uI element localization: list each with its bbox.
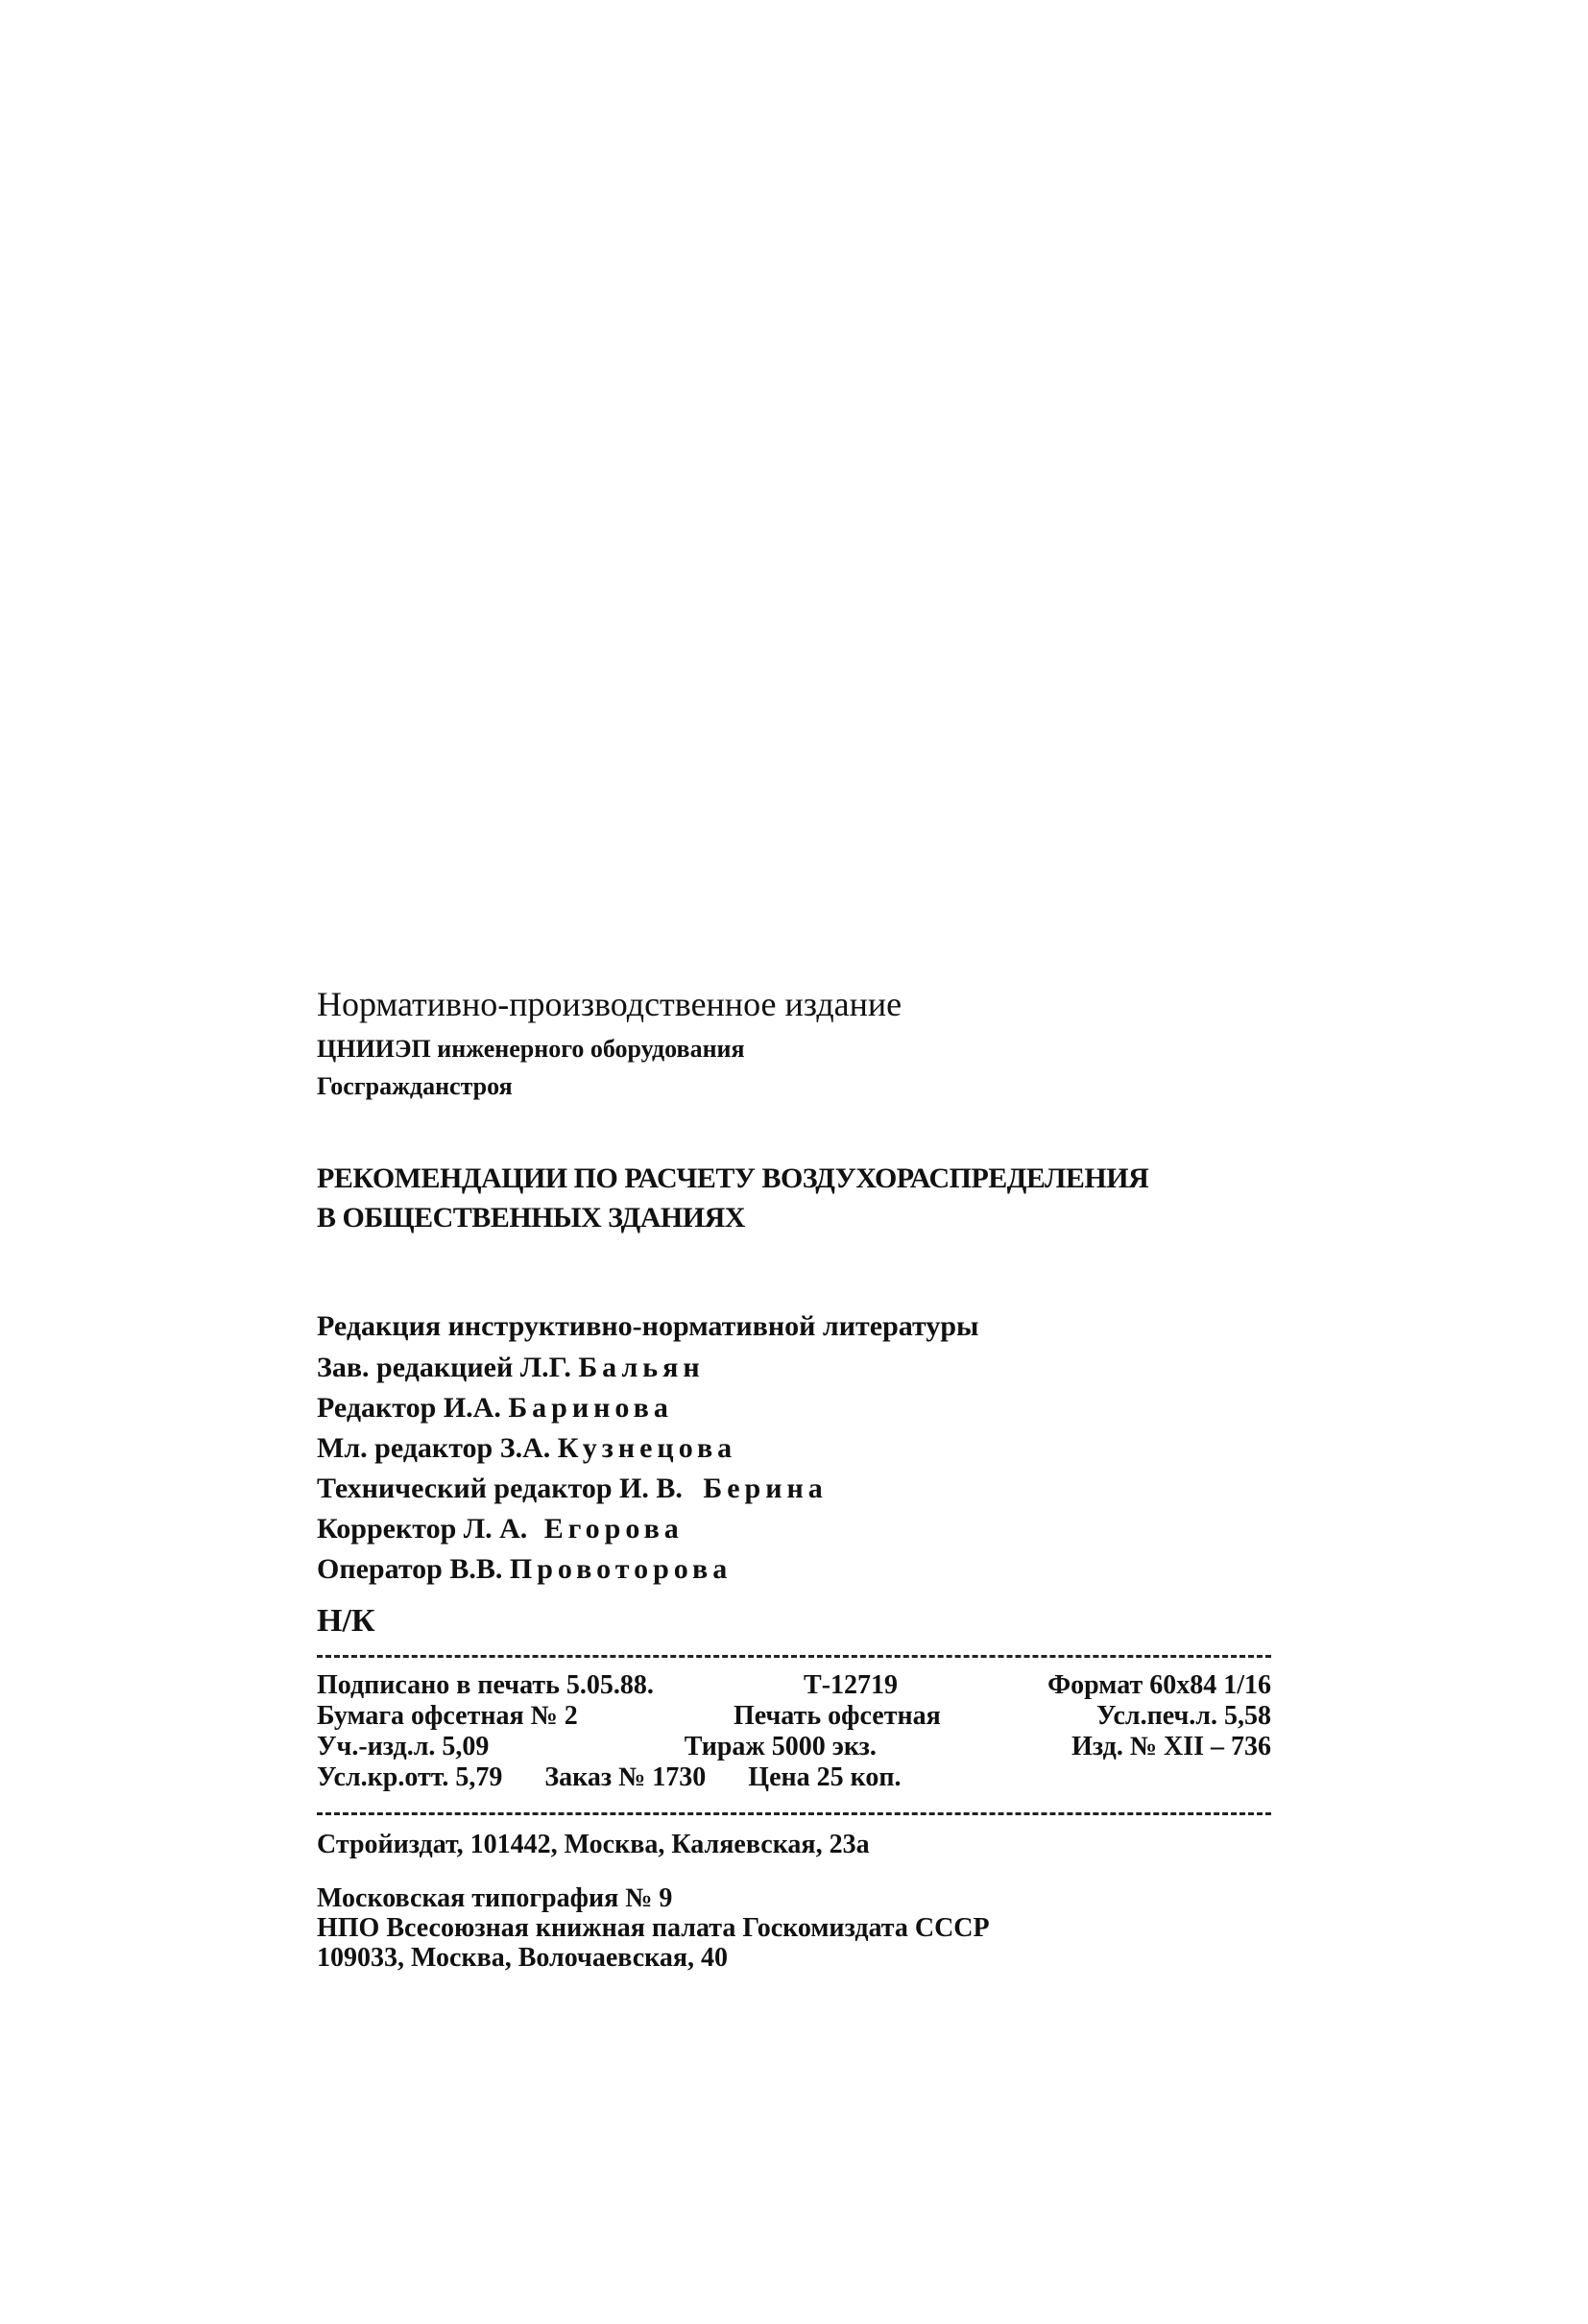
printer-name: Московская типография № 9: [317, 1883, 673, 1913]
publishing-sheets: Уч.-изд.л. 5,09: [317, 1732, 490, 1761]
dashed-divider-bottom: [317, 1812, 1271, 1815]
credit-editor-role: Редактор И.А.: [317, 1392, 501, 1424]
credit-proofreader: [317, 1515, 684, 1544]
printed-sheets: Усл.печ.л. 5,58: [1095, 1701, 1271, 1731]
publisher-address: Стройиздат, 101442, Москва, Каляевская, 23а: [317, 1830, 870, 1859]
order-code: Т-12719: [804, 1670, 899, 1700]
imprint-row-2: [317, 1703, 1271, 1730]
title-line-2: В ОБЩЕСТВЕННЫХ ЗДАНИЯХ: [317, 1202, 745, 1234]
credit-junior-editor-name: Кузнецова: [557, 1432, 737, 1464]
credit-proofreader-name: Егорова: [543, 1513, 684, 1545]
title-line-1: РЕКОМЕНДАЦИИ ПО РАСЧЕТУ ВОЗДУХОРАСПРЕДЕЛЕНИЯ: [317, 1162, 1149, 1194]
credit-operator-name: Провоторова: [509, 1553, 733, 1585]
agency-name: Госгражданстроя: [317, 1072, 513, 1100]
edition-type: Нормативно-производственное издание: [317, 985, 902, 1023]
credit-junior-editor: [317, 1434, 736, 1463]
imprint-row-4: [317, 1764, 1271, 1791]
imprint-row-3: [317, 1734, 1271, 1761]
edition-number: Изд. № XII – 736: [1071, 1732, 1271, 1761]
format: Формат 60x84 1/16: [1047, 1670, 1271, 1700]
editorial-office: Редакция инструктивно-нормативной литературы: [317, 1310, 979, 1342]
imprint-row-1: [317, 1672, 1271, 1699]
printer-organization: НПО Всесоюзная книжная палата Госкомиздата СССР: [317, 1913, 990, 1943]
paper-type: Бумага офсетная № 2: [317, 1701, 578, 1731]
credit-head-name: Бальян: [578, 1352, 705, 1383]
credit-proofreader-role: Корректор Л. А.: [317, 1513, 528, 1545]
institute-name: ЦНИИЭП инженерного оборудования: [317, 1035, 745, 1063]
printer-address: 109033, Москва, Волочаевская, 40: [317, 1943, 728, 1973]
credit-tech-editor-name: Берина: [703, 1473, 828, 1504]
price: Цена 25 коп.: [748, 1762, 902, 1792]
order-number: Заказ № 1730: [544, 1762, 707, 1792]
credit-editor: [317, 1394, 673, 1423]
dashed-divider-top: [317, 1655, 1271, 1658]
credit-operator: [317, 1555, 732, 1584]
color-prints: Усл.кр.отт. 5,79: [317, 1762, 503, 1792]
credit-head: [317, 1354, 705, 1382]
credit-operator-role: Оператор В.В.: [317, 1553, 503, 1585]
print-run: Тираж 5000 экз.: [684, 1732, 877, 1761]
signed-for-print: Подписано в печать 5.05.88.: [317, 1670, 654, 1700]
credit-tech-editor-role: Технический редактор И. В.: [317, 1473, 683, 1504]
nk-mark: Н/К: [317, 1603, 375, 1639]
print-type: Печать офсетная: [734, 1701, 941, 1731]
credit-head-role: Зав. редакцией Л.Г.: [317, 1352, 571, 1383]
credit-junior-editor-role: Мл. редактор З.А.: [317, 1432, 551, 1464]
credit-editor-name: Баринова: [508, 1392, 673, 1424]
credit-tech-editor: [317, 1474, 828, 1503]
